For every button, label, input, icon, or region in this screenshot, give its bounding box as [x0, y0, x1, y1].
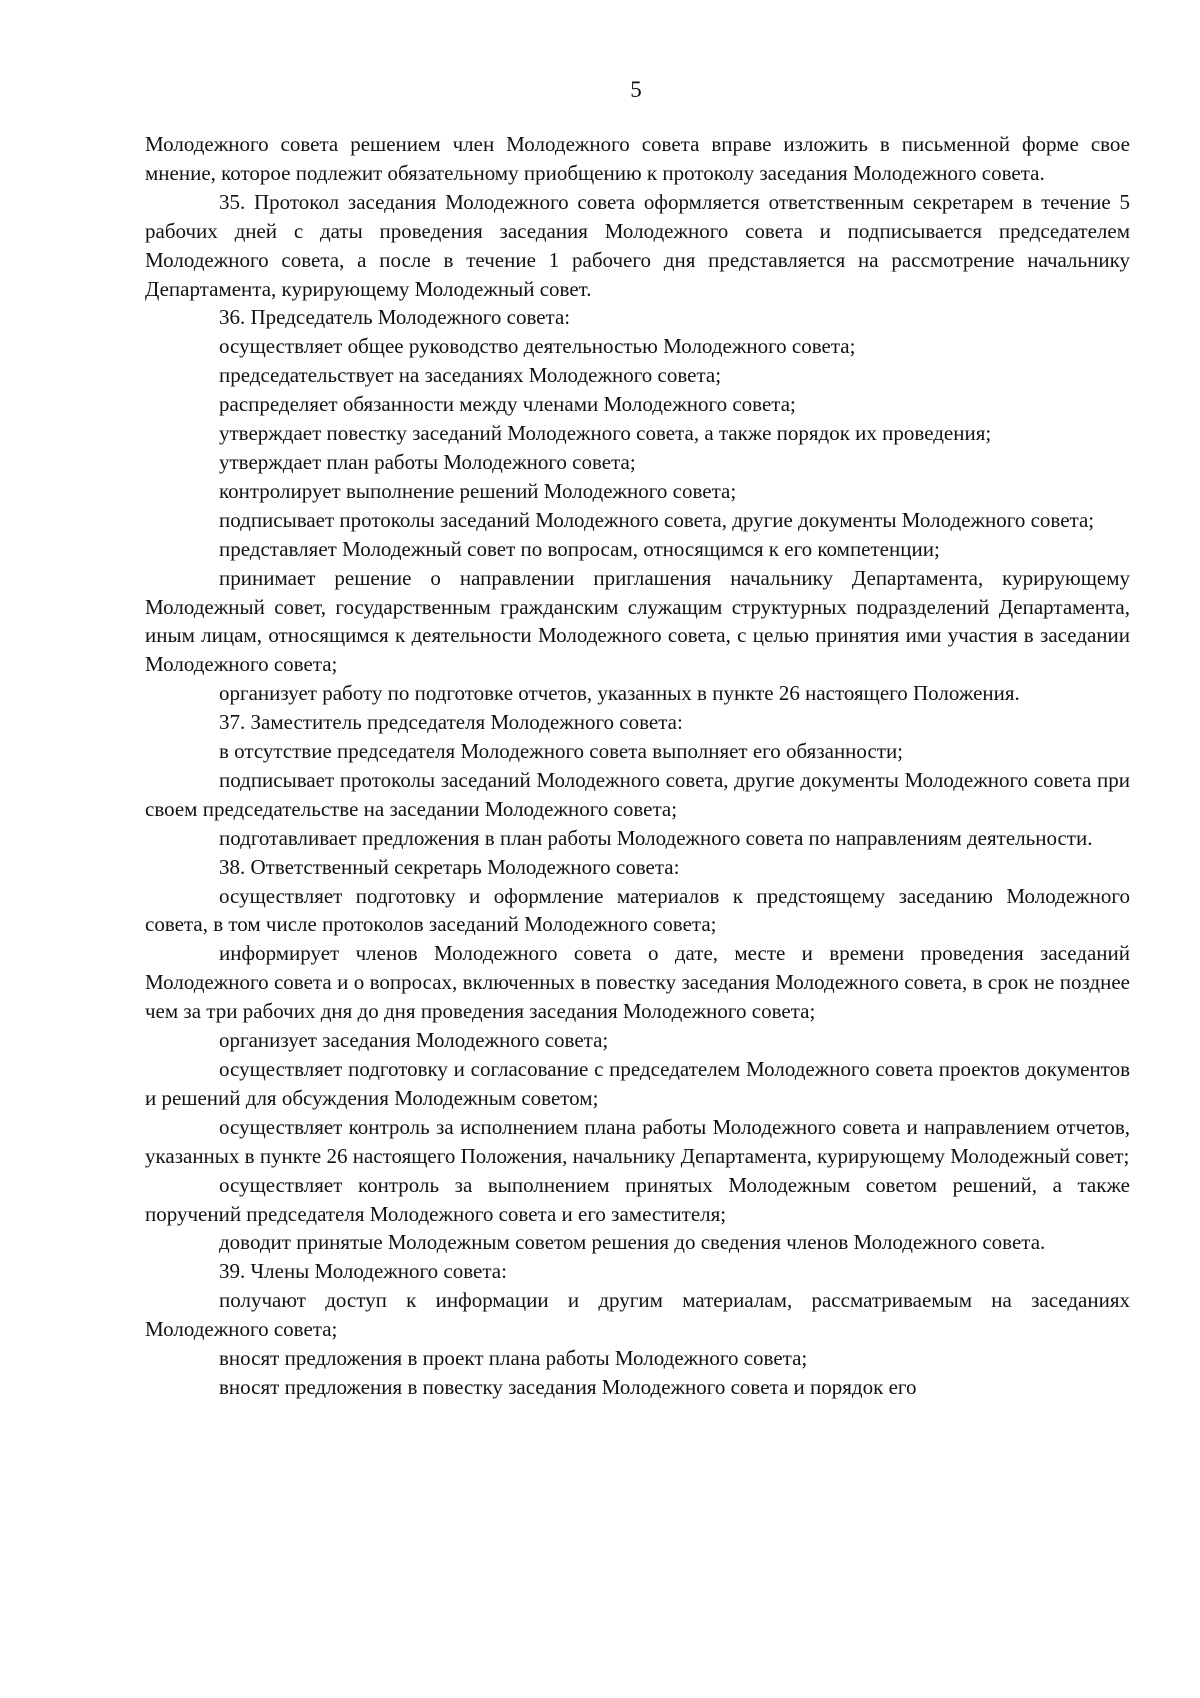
paragraph: контролирует выполнение решений Молодежного совета; — [219, 478, 737, 503]
paragraph: председательствует на заседаниях Молодежного совета; — [219, 363, 722, 388]
paragraph: получают доступ к информации и другим материалам, рассматриваемым на заседаниях Молодежного совета; — [145, 1288, 1130, 1342]
paragraph: организует заседания Молодежного совета; — [219, 1028, 609, 1053]
paragraph: утверждает план работы Молодежного совета; — [219, 449, 636, 474]
paragraph: информирует членов Молодежного совета о дате, месте и времени проведения заседаний Молодежного совета и о вопросах, включенных в повестку заседания Молодежного совета, в срок не позднее чем за три рабочих дня до дня проведения заседания Молодежного совета; — [145, 941, 1130, 1024]
document-body — [145, 130, 1130, 1402]
paragraph: подписывает протоколы заседаний Молодежного совета, другие документы Молодежного совета при своем председательстве на заседании Молодежного совета; — [145, 767, 1130, 821]
paragraph: принимает решение о направлении приглашения начальнику Департамента, курирующему Молодежный совет, государственным гражданским служащим структурных подразделений Департамента, иным лицам, относящимся к деятельности Молодежного совета, с целью принятия ими участия в заседании Молодежного совета; — [145, 565, 1130, 677]
paragraph: в отсутствие председателя Молодежного совета выполняет его обязанности; — [219, 739, 904, 764]
paragraph: вносят предложения в повестку заседания Молодежного совета и порядок его — [219, 1374, 917, 1399]
paragraph: осуществляет контроль за исполнением плана работы Молодежного совета и направлением отчетов, указанных в пункте 26 настоящего Положения, начальнику Департамента, курирующему Молодежный совет; — [145, 1114, 1130, 1168]
page-number: 5 — [630, 77, 642, 102]
paragraph: представляет Молодежный совет по вопросам, относящимся к его компетенции; — [219, 536, 940, 561]
paragraph: утверждает повестку заседаний Молодежного совета, а также порядок их проведения; — [219, 421, 992, 446]
paragraph: Молодежного совета решением член Молодежного совета вправе изложить в письменной форме свое мнение, которое подлежит обязательному приобщению к протоколу заседания Молодежного совета. — [145, 132, 1130, 185]
paragraph: 38. Ответственный секретарь Молодежного совета: — [219, 854, 680, 879]
paragraph: подготавливает предложения в план работы Молодежного совета по направлениям деятельности. — [219, 825, 1093, 850]
paragraph: осуществляет общее руководство деятельностью Молодежного совета; — [219, 334, 856, 359]
paragraph: осуществляет подготовку и оформление материалов к предстоящему заседанию Молодежного совета, в том числе протоколов заседаний Молодежного совета; — [145, 883, 1130, 937]
paragraph: 35. Протокол заседания Молодежного совета оформляется ответственным секретарем в течение 5 рабочих дней с даты проведения заседания Молодежного совета и подписывается председателем Молодежного совета, а после в течение 1 рабочего дня представляется на рассмотрение начальнику Департамента, курирующему Молодежный совет. — [145, 189, 1130, 301]
paragraph: 36. Председатель Молодежного совета: — [219, 305, 571, 330]
paragraph: организует работу по подготовке отчетов, указанных в пункте 26 настоящего Положения. — [219, 681, 1020, 706]
paragraph: доводит принятые Молодежным советом решения до сведения членов Молодежного совета. — [219, 1230, 1046, 1255]
paragraph: 37. Заместитель председателя Молодежного совета: — [219, 710, 683, 735]
paragraph: подписывает протоколы заседаний Молодежного совета, другие документы Молодежного совета; — [219, 507, 1095, 532]
paragraph: распределяет обязанности между членами Молодежного совета; — [219, 392, 796, 417]
paragraph: вносят предложения в проект плана работы Молодежного совета; — [219, 1346, 808, 1371]
paragraph: осуществляет контроль за выполнением принятых Молодежным советом решений, а также поручений председателя Молодежного совета и его заместителя; — [145, 1172, 1130, 1226]
paragraph: осуществляет подготовку и согласование с председателем Молодежного совета проектов документов и решений для обсуждения Молодежным советом; — [145, 1057, 1130, 1110]
paragraph: 39. Члены Молодежного совета: — [219, 1259, 507, 1284]
